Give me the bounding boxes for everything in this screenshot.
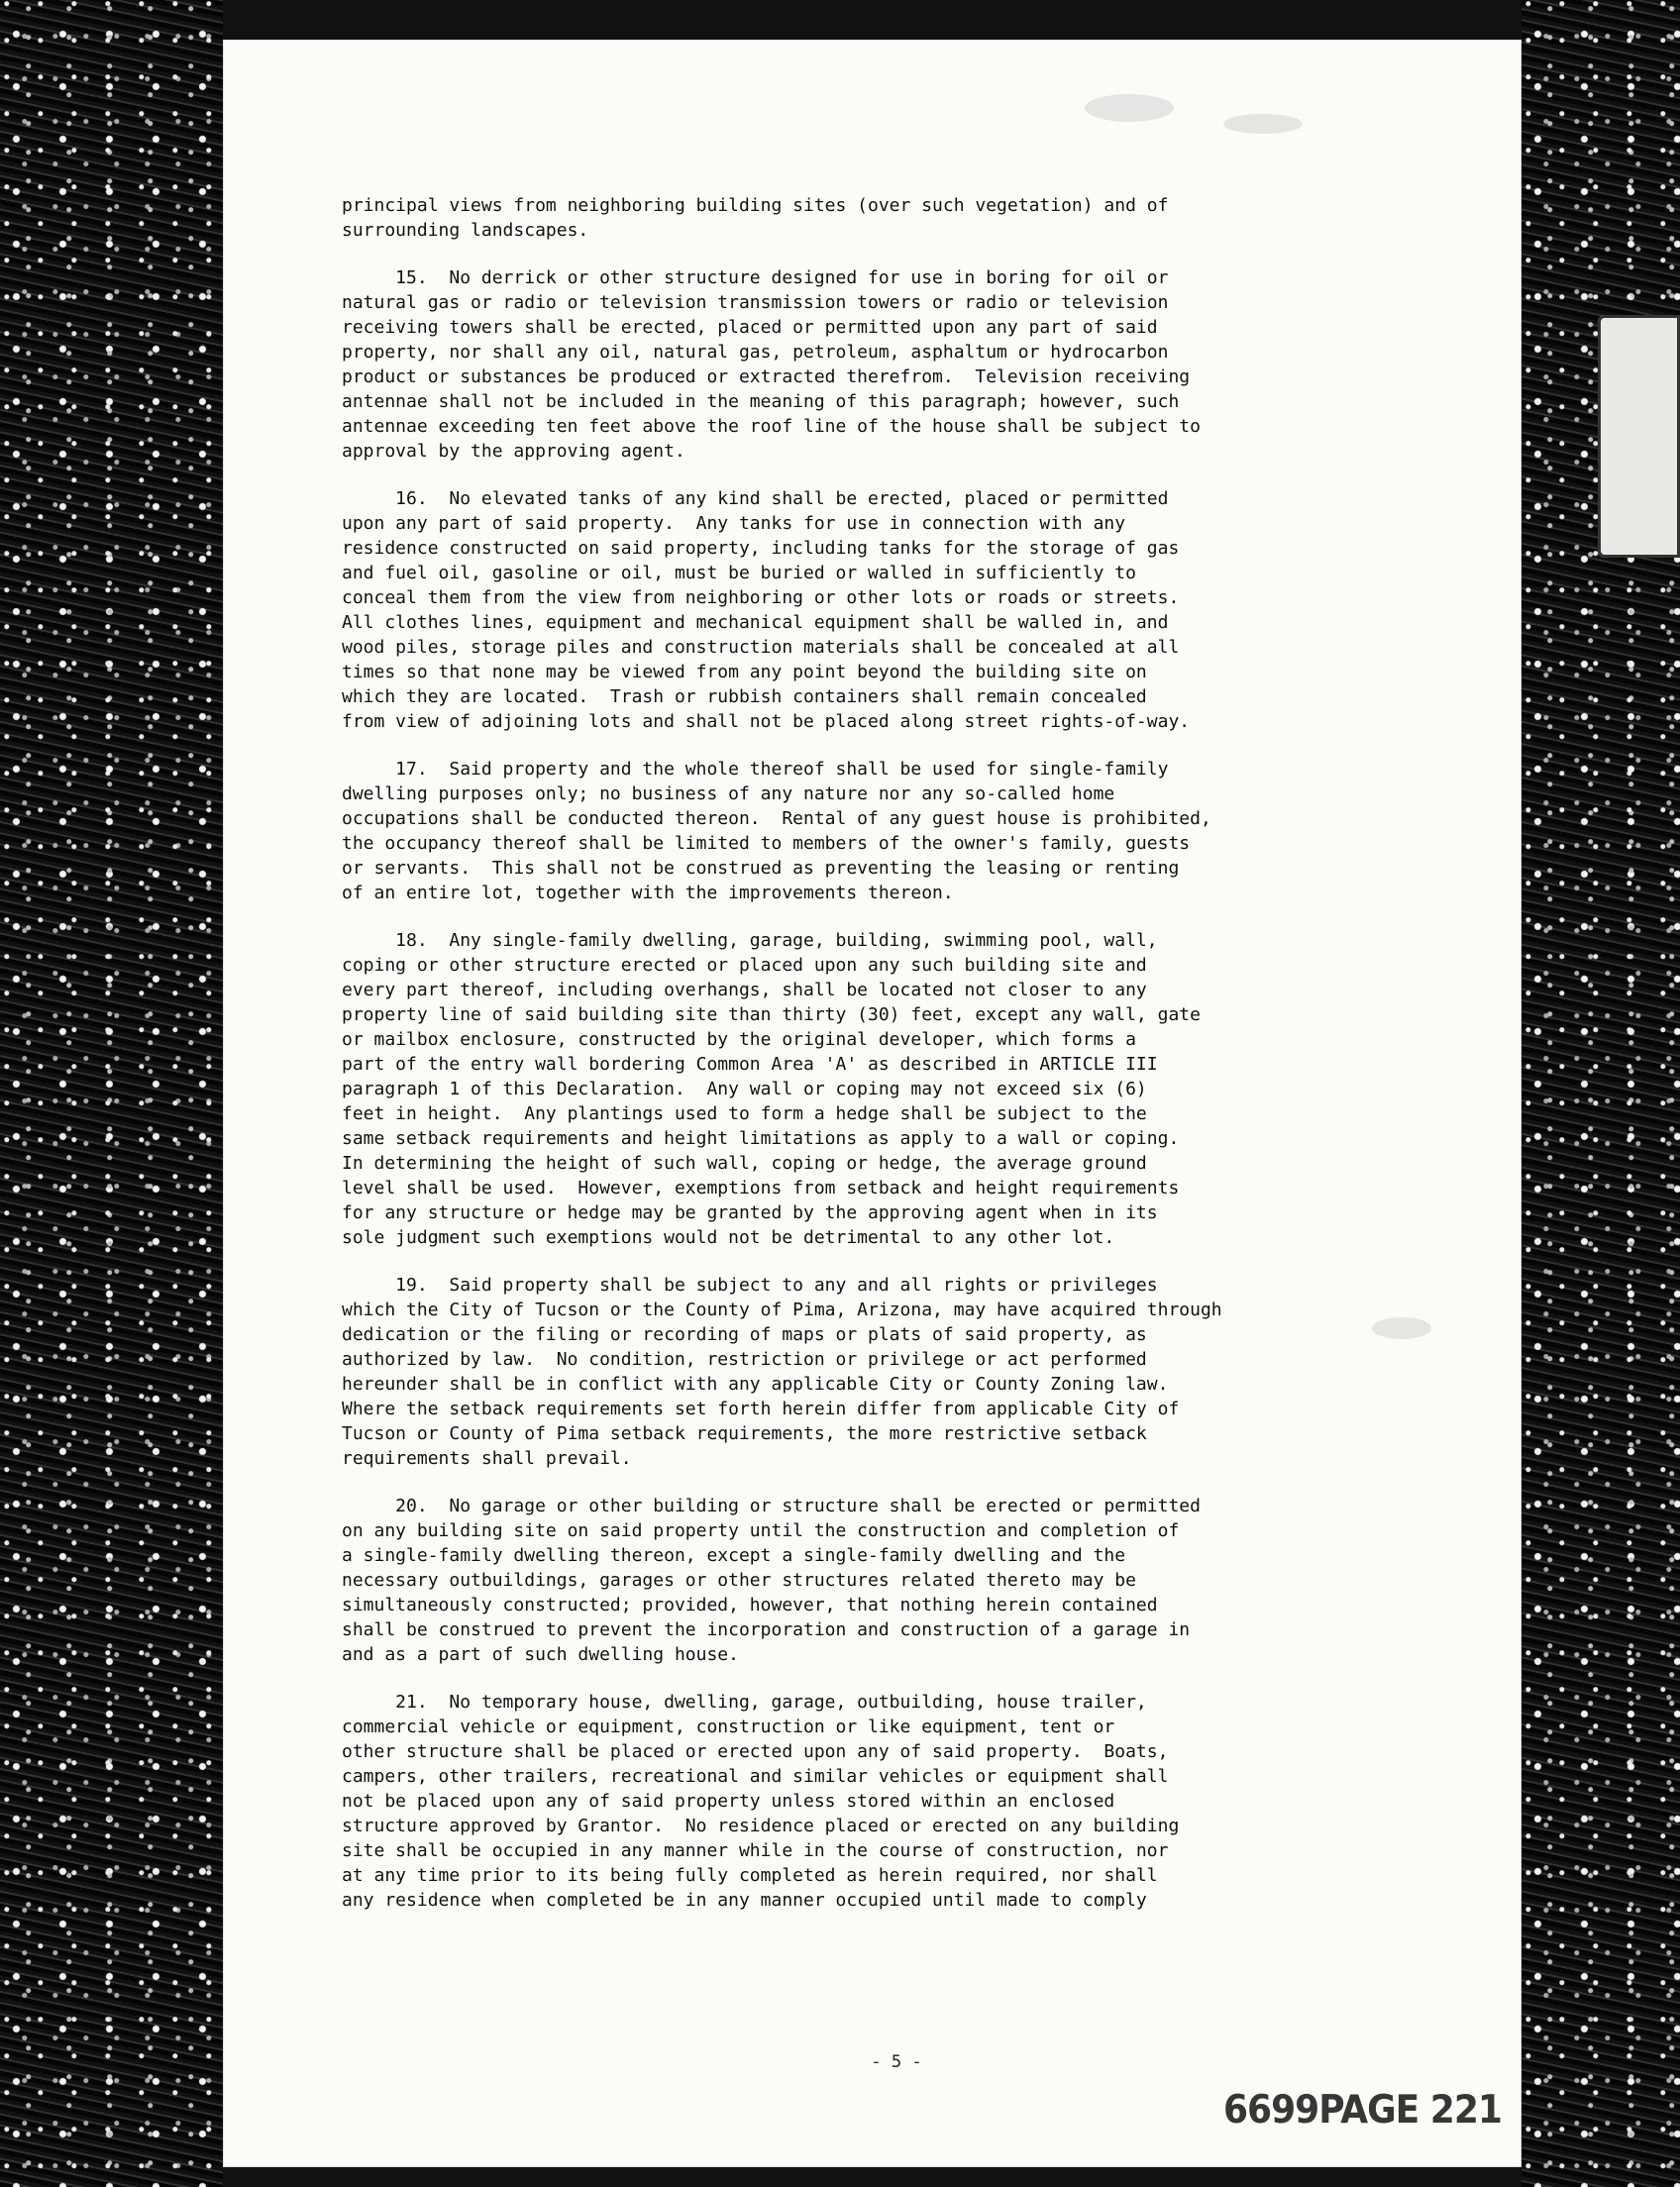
paper-speckle <box>1085 94 1174 122</box>
scanner-side-tab <box>1598 315 1680 558</box>
page-number: - 5 - <box>871 2052 922 2072</box>
paragraph-18: 18. Any single-family dwelling, garage, building, swimming pool, wall, coping or other structure erected or placed upon any such building site and every part thereof, including overhangs, shall be located not closer to any property line of said building site than thirty (30) feet, except any wall, gate or mailbox enclosure, constructed by the original developer, which forms a part of the entry wall bordering Common Area 'A' as described in ARTICLE III paragraph 1 of this Declaration. Any wall or coping may not exceed six (6) feet in height. Any plantings used to form a hedge shall be subject to the same setback requirements and height limitations as apply to a wall or coping. In determining the height of such wall, coping or hedge, the average ground level shall be used. However, exemptions from setback and height requirements for any structure or hedge may be granted by the approving agent when in its sole judgment such exemptions would not be detrimental to any other lot. <box>342 930 1201 1248</box>
paragraph-16: 16. No elevated tanks of any kind shall be erected, placed or permitted upon any part of said property. Any tanks for use in connection with any residence constructed on said property, including tanks for the storage of gas and fuel oil, gasoline or oil, must be buried or walled in sufficiently to conceal them from the view from neighboring or other lots or roads or streets. All clothes lines, equipment and mechanical equipment shall be walled in, and wood piles, storage piles and construction materials shall be concealed at all times so that none may be viewed from any point beyond the building site on which they are located. Trash or rubbish containers shall remain concealed from view of adjoining lots and shall not be placed along street rights-of-way. <box>342 488 1191 732</box>
scanned-document-page <box>223 40 1522 2167</box>
paragraph-19: 19. Said property shall be subject to any and all rights or privileges which the City of Tucson or the County of Pima, Arizona, may have acquired through dedication or the filing or recording of maps or plats of said property, as authorized by law. No condition, restriction or privilege or act performed hereunder shall be in conflict with any applicable City or County Zoning law. Where the setback requirements set forth herein differ from applicable City of Tucson or County of Pima setback requirements, the more restrictive setback requirements shall prevail. <box>342 1275 1222 1469</box>
paragraph-21: 21. No temporary house, dwelling, garage, outbuilding, house trailer, commercial vehicle or equipment, construction or like equipment, tent or other structure shall be placed or erected upon any of said property. Boats, campers, other trailers, recreational and similar vehicles or equipment shall not be placed upon any of said property unless stored within an enclosed structure approved by Grantor. No residence placed or erected on any building site shall be occupied in any manner while in the course of construction, nor at any time prior to its being fully completed as herein required, nor shall any residence when completed be in any manner occupied until made to comply <box>342 1692 1180 1911</box>
paragraph-17: 17. Said property and the whole thereof shall be used for single-family dwelling purposes only; no business of any nature nor any so-called home occupations shall be conducted thereon. Rental of any guest house is prohibited, the occupancy thereof shall be limited to members of the owner's family, guests or servants. This shall not be construed as preventing the leasing or renting of an entire lot, together with the improvements thereon. <box>342 759 1211 903</box>
left-scan-border <box>0 0 223 2187</box>
paragraph-20: 20. No garage or other building or structure shall be erected or permitted on any building site on said property until the construction and completion of a single-family dwelling thereon, except a single-family dwelling and the necessary outbuildings, garages or other structures related thereto may be simultaneously constructed; provided, however, that nothing herein contained shall be construed to prevent the incorporation and construction of a garage in and as a part of such dwelling house. <box>342 1496 1201 1665</box>
paragraph-continuation: principal views from neighboring building sites (over such vegetation) and of surrounding landscapes. <box>342 195 1169 241</box>
paper-speckle <box>1223 114 1303 134</box>
paragraph-15: 15. No derrick or other structure designed for use in boring for oil or natural gas or radio or television transmission towers or radio or television receiving towers shall be erected, placed or permitted upon any part of said property, nor shall any oil, natural gas, petroleum, asphaltum or hydrocarbon product or substances be produced or extracted therefrom. Television receiving antennae shall not be included in the meaning of this paragraph; however, such antennae exceeding ten feet above the roof line of the house shall be subject to approval by the approving agent. <box>342 267 1201 462</box>
document-body <box>342 193 1461 1935</box>
book-page-stamp: 6699PAGE 221 <box>1223 2087 1502 2134</box>
